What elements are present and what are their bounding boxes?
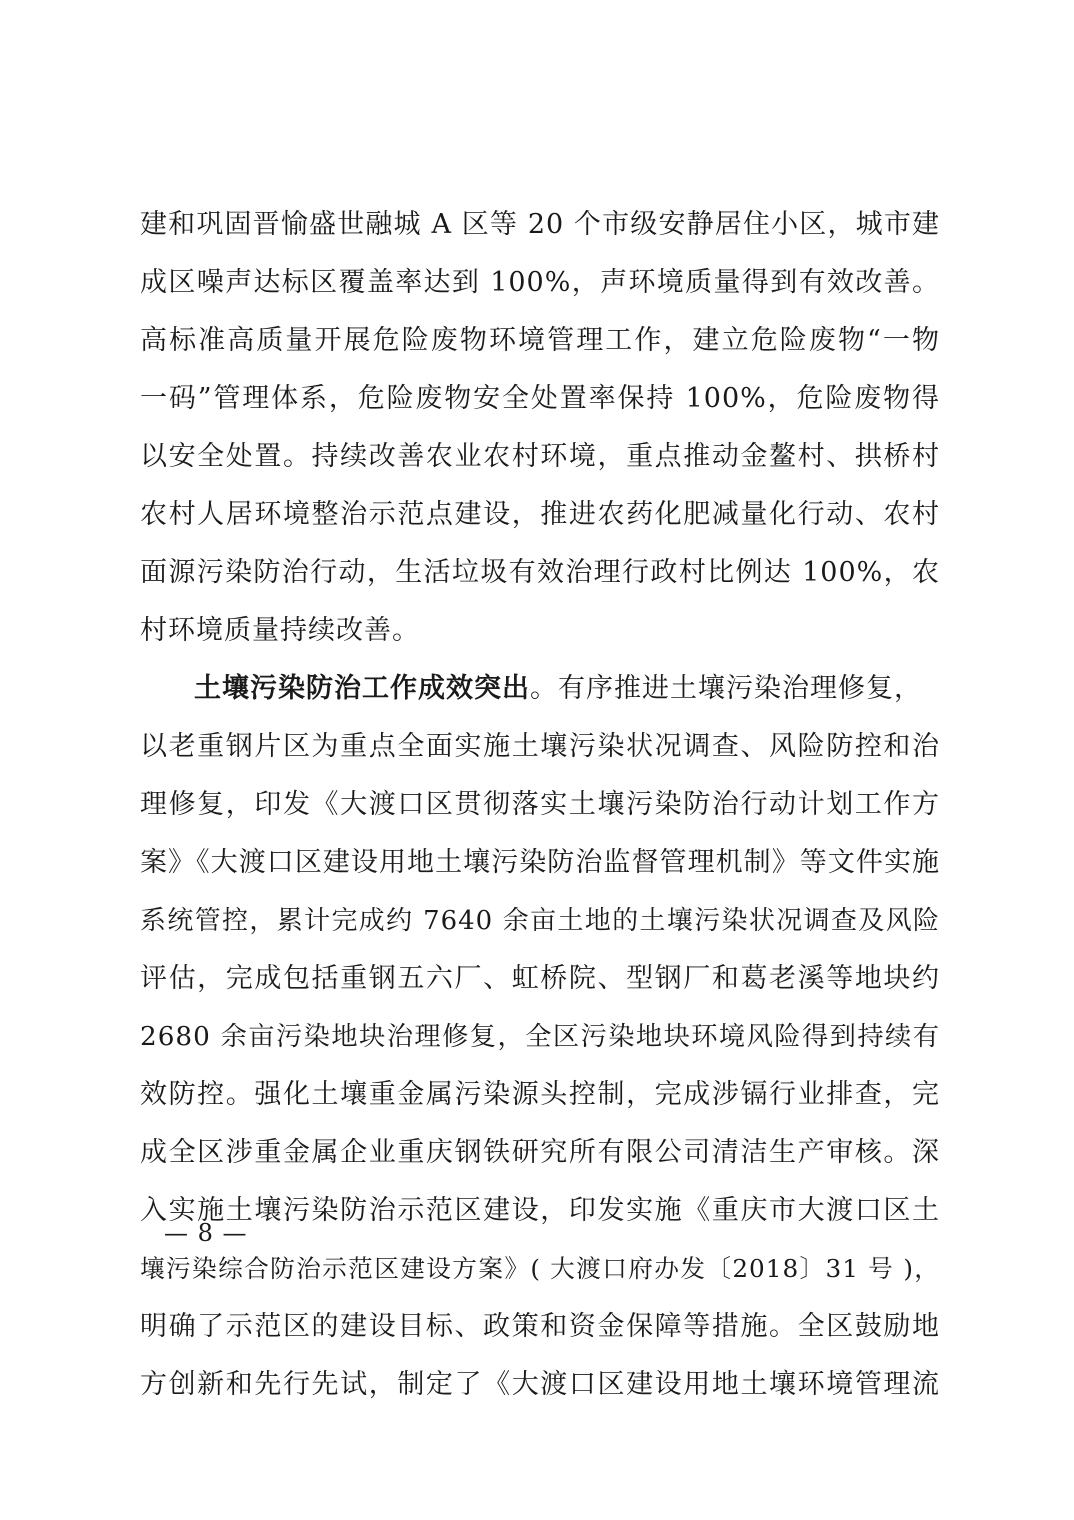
text-line: 成全区涉重金属企业重庆钢铁研究所有限公司清洁生产审核。深 xyxy=(140,1137,940,1168)
text-line: 高标准高质量开展危险废物环境管理工作，建立危险废物“一物 xyxy=(140,325,940,356)
text-line: 一码”管理体系，危险废物安全处置率保持 100%，危险废物得 xyxy=(140,383,940,414)
text-line: 2680 余亩污染地块治理修复，全区污染地块环境风险得到持续有 xyxy=(140,1022,940,1052)
paragraph-2-first-line xyxy=(140,660,940,718)
text-line: 系统管控，累计完成约 7640 余亩土地的土壤污染状况调查及风险 xyxy=(140,906,940,936)
text-line: 农村人居环境整治示范点建设，推进农药化肥减量化行动、农村 xyxy=(140,499,940,530)
text-line: 理修复，印发《大渡口区贯彻落实土壤污染防治行动计划工作方 xyxy=(140,789,940,820)
section-heading: 土壤污染防治工作成效突出 xyxy=(194,673,530,704)
text-line: 面源污染防治行动，生活垃圾有效治理行政村比例达 100%，农 xyxy=(140,557,940,588)
text-line: 以安全处置。持续改善农业农村环境，重点推动金鳌村、拱桥村 xyxy=(140,441,940,472)
text-line: 壤污染综合防治示范区建设方案》( 大渡口府办发〔2018〕31 号 )， xyxy=(140,1254,940,1283)
text-line: 入实施土壤污染防治示范区建设，印发实施《重庆市大渡口区土 xyxy=(140,1195,940,1226)
body-text xyxy=(140,196,940,1414)
text-line: 评估，完成包括重钢五六厂、虹桥院、型钢厂和葛老溪等地块约 xyxy=(140,963,940,994)
text-line: 方创新和先行先试，制定了《大渡口区建设用地土壤环境管理流 xyxy=(140,1369,940,1400)
text-line: 效防控。强化土壤重金属污染源头控制，完成涉镉行业排查，完 xyxy=(140,1079,940,1110)
text-line: 明确了示范区的建设目标、政策和资金保障等措施。全区鼓励地 xyxy=(140,1311,940,1342)
text-line: 案》《大渡口区建设用地土壤污染防治监督管理机制》等文件实施 xyxy=(140,847,940,878)
text-line: 以老重钢片区为重点全面实施土壤污染状况调查、风险防控和治 xyxy=(140,731,940,762)
text-run: 。有序推进土壤污染治理修复， xyxy=(530,673,922,704)
text-line: 村环境质量持续改善。 xyxy=(140,615,420,646)
page-number: — 8 — xyxy=(164,1219,248,1247)
text-line: 成区噪声达标区覆盖率达到 100%，声环境质量得到有效改善。 xyxy=(140,267,940,298)
text-line: 建和巩固晋愉盛世融城 A 区等 20 个市级安静居住小区，城市建 xyxy=(140,209,940,240)
